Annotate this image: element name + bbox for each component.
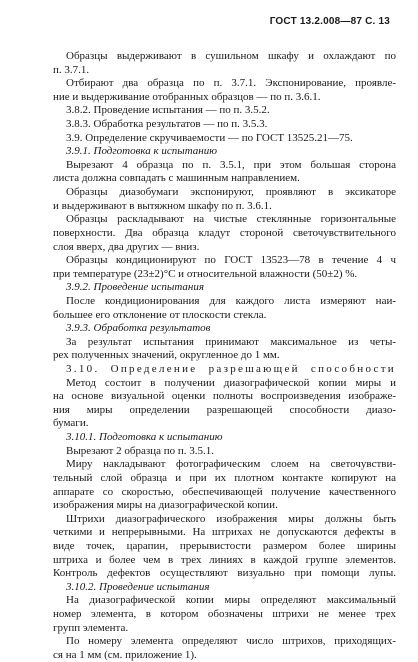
text-line: ние и выдерживание отобранных образцов — по п. 3.6.1. [53,90,321,103]
text-line: Образцы диазобумаги экспонируют, проявляют в эксикаторе [66,186,396,199]
text-line: Отбирают два образца по п. 3.7.1. Экспонирование, проявле- [66,77,396,90]
text-line: аппарате со скоростью, обеспечивающей получение качественного [53,485,396,498]
text-line: изображения миры на диазографической копии. [53,499,278,512]
text-line: За результат испытания принимают максимальное из четы- [66,335,396,348]
text-line: 3.9. Определение скручиваемости — по ГОСТ 13525.21—75. [66,131,353,144]
section-heading: 3.10. Определение разрешающей способности [66,363,396,376]
section-heading: 3.10.1. Подготовка к испытанию [66,431,223,444]
section-heading: 3.9.2. Проведение испытания [66,281,204,294]
text-line: Вырезают 2 образца по п. 3.5.1. [66,444,214,457]
text-line: ся на 1 мм (см. приложение 1). [53,648,197,661]
section-heading: 3.9.3. Обработка результатов [66,322,211,335]
text-line: Метод состоит в получении диазографической копии миры и [66,376,396,389]
text-line: По номеру элемента определяют число штрихов, приходящих- [66,635,396,648]
text-line: 3.8.3. Обработка результатов — по п. 3.5.3. [66,118,268,131]
text-line: четкими и непрерывными. На штрихах не допускаются дефекты в [53,526,396,539]
text-line: и выдерживают в вытяжном шкафу по п. 3.6.1. [53,199,272,212]
text-line: рех полученных значений, округленное до 1 мм. [53,349,280,362]
text-line: После кондиционирования для каждого листа измеряют наи- [66,294,396,307]
text-line: тельный слой образца и при их плотном контакте копируют на [53,471,396,484]
text-line: Вырезают 4 образца по п. 3.5.1, при этом большая сторона [66,158,396,171]
text-line: п. 3.7.1. [53,63,90,76]
text-line: ния миры определении разрешающей способности диазо- [53,403,396,416]
text-line: Образцы выдерживают в сушильном шкафу и охлаждают по [66,50,396,62]
text-line: Миру накладывают фотографическим слоем на светочувстви- [66,458,396,471]
text-line: виде точек, царапин, прерывистости размером более ширины [53,539,396,552]
text-line: листа должна совпадать с машинным направлением. [53,172,300,185]
text-line: Образцы раскладывают на чистые стеклянные горизонтальные [66,213,396,226]
text-line: Контроль дефектов осуществляют визуально при помощи лупы. [53,567,396,580]
document-body [53,50,396,662]
text-line: Штрихи диазографического изображения миры должны быть [66,512,396,525]
text-line: при температуре (23±2)°С и относительной влажности (50±2) %. [53,267,358,280]
section-heading: 3.10.2. Проведение испытания [66,580,210,593]
section-heading: 3.9.1. Подготовка к испытанию [66,145,218,158]
text-line: слоя вверх, два других — вниз. [53,240,200,253]
text-line: номер элемента, в котором обозначены штрихи не менее трех [53,607,396,620]
text-line: Образцы кондиционируют по ГОСТ 13523—78 в течение 4 ч [66,254,396,267]
text-line: на основе визуальной оценки полноты воспроизведения изображе- [53,390,396,403]
text-line: бумаги. [53,417,89,430]
text-line: поверхности. Два образца кладут стороной светочувствительного [53,226,396,239]
text-line: 3.8.2. Проведение испытания — по п. 3.5.2. [66,104,270,117]
text-line: групп элемента. [53,621,129,634]
text-line: штриха и более чем в трех линиях в каждой группе элементов. [53,553,396,566]
text-line: большее его отклонение от плоскости стекла. [53,308,267,321]
text-line: На диазографической копии миры определяют максимальный [66,594,396,607]
page-header: ГОСТ 13.2.008—87 С. 13 [269,16,390,27]
